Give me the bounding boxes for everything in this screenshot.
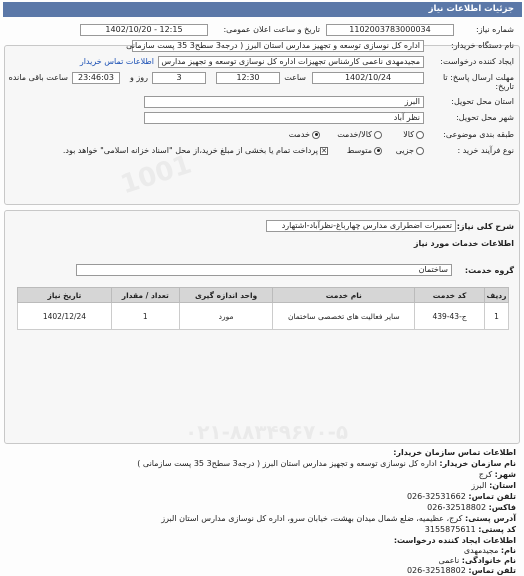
need-details-panel — [4, 45, 520, 205]
col-row-header: ردیف — [485, 288, 509, 303]
need-summary-field: تعمیرات اضطراری مدارس چهارباغ-نظرآباد-اشتهارد — [266, 220, 456, 232]
deadline-time-label: ساعت — [284, 73, 306, 82]
creator-name: نام: مجیدمهدی — [463, 546, 516, 555]
contact-address: آدرس پستی: کرج، عظیمیه، ضلع شمال میدان بهشت، خیابان سرو، اداره کل نوسازی مدارس استان البرز — [161, 514, 516, 523]
city-field: نظر آباد — [144, 112, 424, 124]
creator-phone: تلفن تماس: 026-32518802 — [406, 566, 516, 575]
col-unit-header: واحد اندازه گیری — [179, 288, 273, 303]
city-label: شهر محل تحویل: — [456, 113, 514, 122]
creator-family: نام خانوادگی: ناعمی — [438, 556, 516, 565]
province-field: البرز — [144, 96, 424, 108]
process-option-minor[interactable]: جزیی — [396, 146, 424, 155]
category-option-service[interactable]: خدمت — [289, 130, 320, 139]
remaining-label: ساعت باقی مانده — [8, 73, 68, 82]
payment-note[interactable]: ✕پرداخت تمام یا بخشی از مبلغ خرید،از محل "اسناد خزانه اسلامی" خواهد بود. — [62, 146, 327, 155]
deadline-label: مهلت ارسال پاسخ: تا تاریخ: — [442, 73, 514, 91]
contact-city: شهر: کرج — [478, 470, 516, 479]
need-number-field: 1102003783000034 — [326, 24, 454, 36]
services-table — [17, 287, 509, 330]
cell-unit: مورد — [179, 303, 273, 330]
creator-info-title: اطلاعات ایجاد کننده درخواست: — [393, 536, 516, 545]
creator-field: مجیدمهدی ناعمی کارشناس تجهیزات اداره کل نوسازی توسعه و تجهیز مدارس — [158, 56, 424, 68]
contact-province: استان: البرز — [471, 481, 516, 490]
creator-label: ایجاد کننده درخواست: — [440, 57, 514, 66]
process-option-medium[interactable]: متوسط — [347, 146, 382, 155]
cell-name: سایر فعالیت های تخصصی ساختمان — [273, 303, 415, 330]
watermark-phone: ۰۲۱-۸۸۳۴۹۶۷۰-۵ — [185, 420, 349, 444]
deadline-date-field: 1402/10/24 — [312, 72, 424, 84]
col-date-header: تاریخ نیاز — [18, 288, 112, 303]
buyer-field: اداره کل نوسازی توسعه و تجهیز مدارس استان البرز ( درجه3 سطح3 35 پست سازمانی — [132, 40, 424, 52]
cell-date: 1402/12/24 — [18, 303, 112, 330]
contact-fax: فاکس: 026-32518802 — [427, 503, 516, 512]
buyer-contact-link[interactable]: اطلاعات تماس خریدار — [79, 57, 154, 66]
radio-icon — [374, 131, 382, 139]
col-code-header: کد خدمت — [415, 288, 485, 303]
services-title: اطلاعات خدمات مورد نیاز — [413, 239, 514, 248]
page-header — [3, 2, 522, 17]
contact-org: نام سازمان خریدار: اداره کل نوسازی توسعه و تجهیز مدارس استان البرز ( درجه3 سطح3 35 پست سازمانی ) — [137, 459, 516, 468]
category-option-goods[interactable]: کالا — [403, 130, 424, 139]
col-qty-header: تعداد / مقدار — [111, 288, 179, 303]
contact-title: اطلاعات تماس سازمان خریدار: — [393, 448, 516, 457]
announce-label: تاریخ و ساعت اعلان عمومی: — [223, 25, 320, 34]
service-group-label: گروه خدمت: — [464, 266, 514, 275]
radio-selected-icon — [312, 131, 320, 139]
days-label: روز و — [130, 73, 148, 82]
cell-qty: 1 — [111, 303, 179, 330]
days-field: 3 — [152, 72, 206, 84]
radio-icon — [416, 147, 424, 155]
radio-selected-icon — [374, 147, 382, 155]
cell-code: ج-43-439 — [415, 303, 485, 330]
table-header-row — [18, 288, 509, 303]
col-name-header: نام خدمت — [273, 288, 415, 303]
checkbox-icon: ✕ — [321, 146, 327, 155]
table-row — [18, 303, 509, 330]
service-group-field: ساختمان — [76, 264, 452, 276]
page-title: جزئیات اطلاعات نیاز — [428, 4, 514, 14]
watermark-logo: 1001 — [117, 149, 196, 201]
deadline-time-field: 12:30 — [216, 72, 280, 84]
remaining-time-field: 23:46:03 — [72, 72, 120, 84]
announce-date-field: 1402/10/20 - 12:15 — [80, 24, 208, 36]
category-option-goods-service[interactable]: کالا/خدمت — [337, 130, 382, 139]
contact-phone: تلفن تماس: 026-32531662 — [406, 492, 516, 501]
category-label: طبقه بندی موضوعی: — [443, 130, 514, 139]
province-label: استان محل تحویل: — [451, 97, 514, 106]
need-number-label: شماره نیاز: — [476, 25, 514, 34]
process-label: نوع فرآیند خرید : — [457, 146, 514, 155]
buyer-label: نام دستگاه خریدار: — [451, 41, 514, 50]
radio-icon — [416, 131, 424, 139]
cell-row: 1 — [485, 303, 509, 330]
need-summary-label: شرح کلی نیاز: — [456, 222, 514, 231]
contact-postal: کد پستی: 3155875611 — [424, 525, 516, 534]
